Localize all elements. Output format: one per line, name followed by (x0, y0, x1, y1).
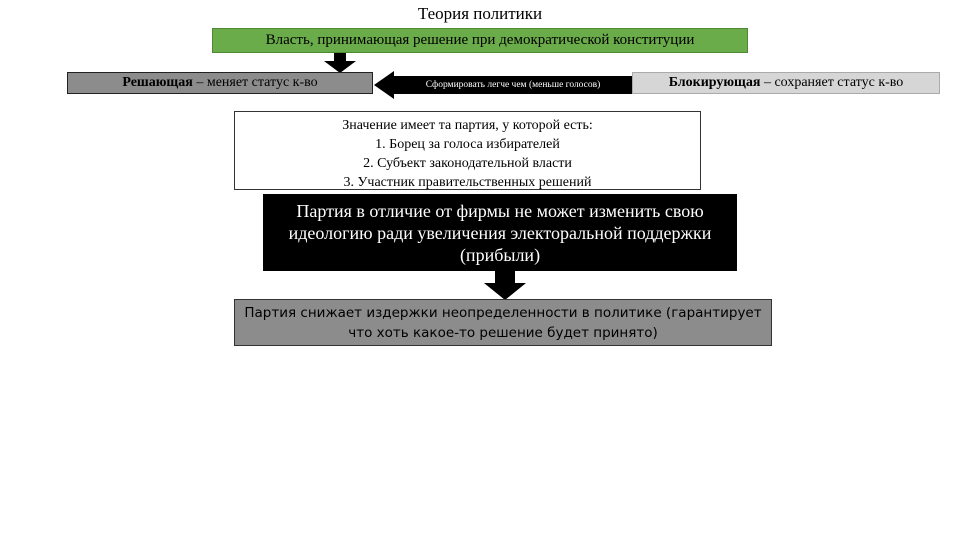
criteria-item: 3. Участник правительственных решений (343, 175, 592, 190)
criteria-item: 1. Борец за голоса избирателей (375, 137, 560, 152)
down-arrow-top (324, 53, 356, 73)
criteria-item: 2. Субъект законодательной власти (363, 156, 572, 171)
down-arrow-bottom (484, 271, 526, 300)
arrow-label: Сформировать легче чем (меньше голосов) (425, 80, 601, 90)
blocking-label: Блокирующая (668, 75, 761, 90)
diagram-title: Теория политики (417, 4, 543, 23)
criteria-heading: Значение имеет та партия, у которой есть: (342, 118, 593, 133)
party-vs-firm-box: Партия в отличие от фирмы не может изменить свою идеологию ради увеличения электоральной поддержки (прибыли) (263, 194, 737, 271)
power-box: Власть, принимающая решение при демократической конституции (212, 28, 748, 53)
uncertainty-box: Партия снижает издержки неопределенности в политике (гарантирует что хоть какое-то решение будет принято) (234, 299, 772, 346)
blocking-box (632, 72, 940, 94)
criteria-list (235, 135, 700, 192)
blocking-text: – сохраняет статус к-во (760, 75, 904, 90)
deciding-box (67, 72, 373, 94)
party-criteria-box (234, 111, 701, 190)
deciding-label: Решающая (122, 75, 193, 90)
deciding-text: – меняет статус к-во (192, 75, 318, 90)
